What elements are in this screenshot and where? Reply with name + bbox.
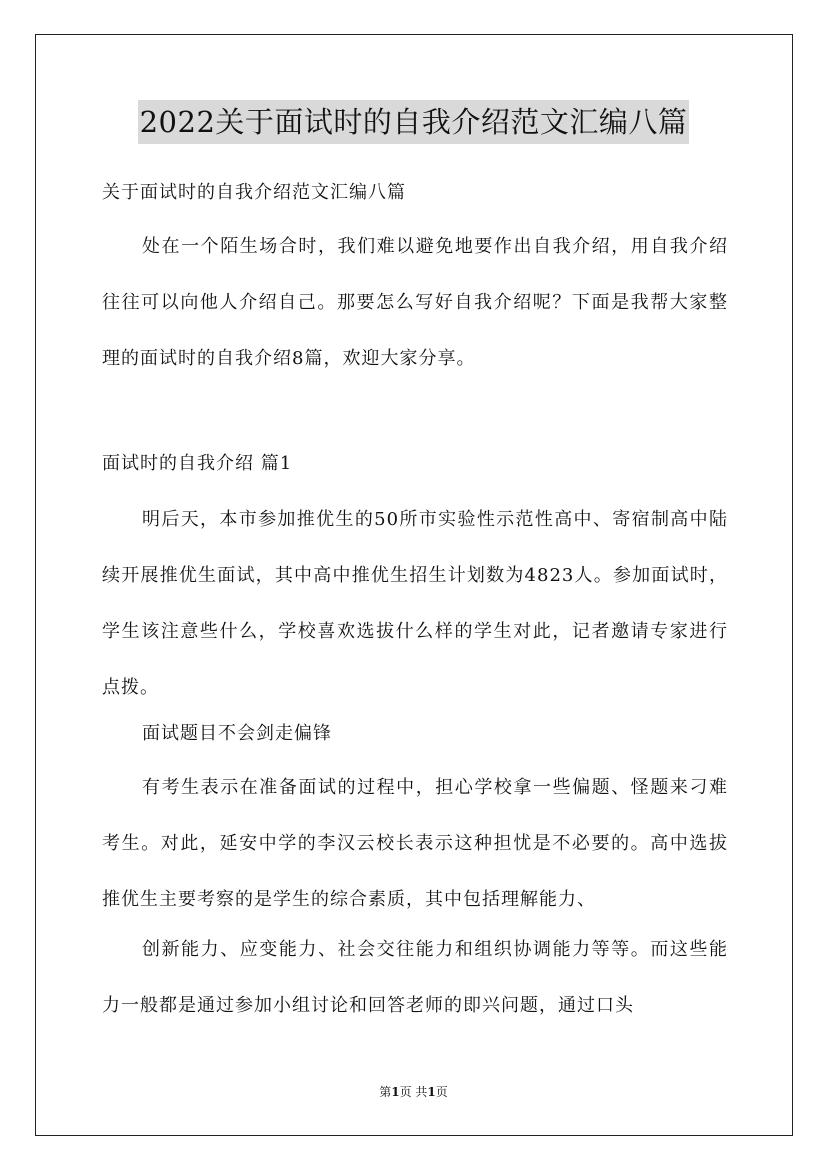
footer-page-total: 1 — [427, 1085, 436, 1099]
footer-page-current: 1 — [391, 1085, 400, 1099]
footer-page-mid: 页 共 — [399, 1085, 428, 1099]
document-subtitle: 关于面试时的自我介绍范文汇编八篇 — [102, 182, 406, 203]
intro-paragraph: 处在一个陌生场合时，我们难以避免地要作出自我介绍，用自我介绍往往可以向他人介绍自己。那要怎么写好自我介绍呢？下面是我帮大家整理的面试时的自我介绍8篇，欢迎大家分享。 — [102, 236, 728, 369]
subheading: 面试题目不会剑走偏锋 — [142, 723, 332, 744]
document-title: 2022关于面试时的自我介绍范文汇编八篇 — [138, 100, 690, 144]
footer-page-suffix: 页 — [435, 1085, 448, 1099]
body-paragraph-1: 明后天，本市参加推优生的50所市实验性示范性高中、寄宿制高中陆续开展推优生面试，其中高中推优生招生计划数为4823人。参加面试时，学生该注意些什么，学校喜欢选拔什么样的学生对此，记者邀请专家进行点拨。 — [102, 509, 728, 698]
title-container — [0, 100, 827, 144]
section-heading: 面试时的自我介绍 篇1 — [102, 453, 293, 474]
body-paragraph-3: 创新能力、应变能力、社会交往能力和组织协调能力等等。而这些能力一般都是通过参加小组讨论和回答老师的即兴问题，通过口头 — [102, 939, 728, 1016]
footer-page-prefix: 第 — [379, 1085, 392, 1099]
body-paragraph-2: 有考生表示在准备面试的过程中，担心学校拿一些偏题、怪题来刁难考生。对此，延安中学的李汉云校长表示这种担忧是不必要的。高中选拔推优生主要考察的是学生的综合素质，其中包括理解能力、 — [102, 777, 728, 910]
page-footer — [0, 1083, 827, 1100]
